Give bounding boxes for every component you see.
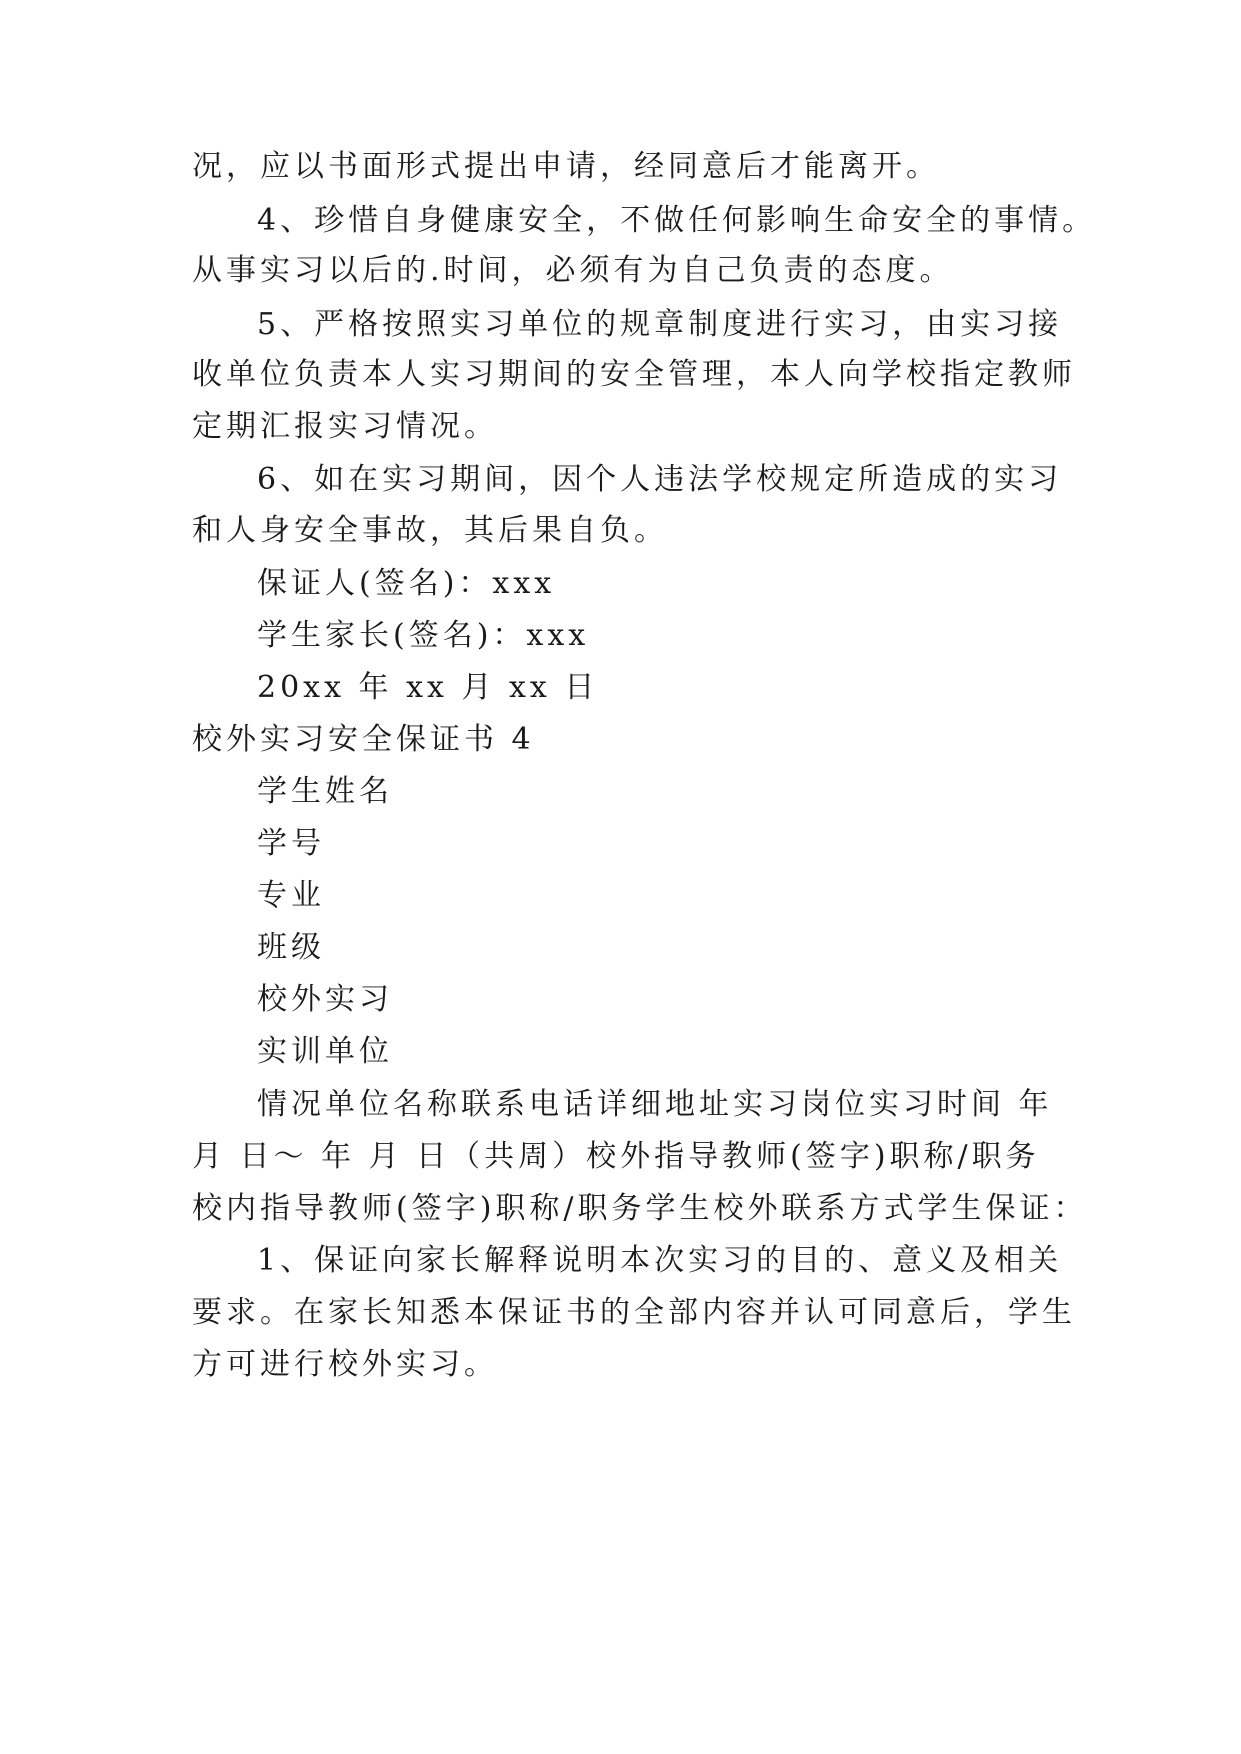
text-line-8: 和人身安全事故，其后果自负。: [192, 513, 668, 548]
text-line-3: 从事实习以后的.时间，必须有为自己负责的态度。: [192, 253, 954, 288]
text-line-24: 方可进行校外实习。: [192, 1347, 498, 1382]
date-line: 20xx 年 xx 月 xx 日: [257, 670, 599, 705]
field-training-unit: 实训单位: [257, 1034, 393, 1069]
field-class: 班级: [257, 930, 325, 965]
text-line-20: 月 日～ 年 月 日（共周）校外指导教师(签字)职称/职务: [192, 1139, 1040, 1174]
field-student-name: 学生姓名: [257, 774, 393, 809]
field-off-campus-internship: 校外实习: [257, 982, 393, 1017]
text-line-6: 定期汇报实习情况。: [192, 409, 498, 444]
field-major: 专业: [257, 878, 325, 913]
text-line-23: 要求。在家长知悉本保证书的全部内容并认可同意后，学生: [192, 1295, 1076, 1330]
text-line-5: 收单位负责本人实习期间的安全管理，本人向学校指定教师: [192, 357, 1076, 392]
text-line-19: 情况单位名称联系电话详细地址实习岗位实习时间 年: [257, 1087, 1053, 1122]
parent-signature-line: 学生家长(签名)：xxx: [257, 618, 590, 653]
section-title: 校外实习安全保证书 4: [192, 722, 535, 757]
text-line-2: 4、珍惜自身健康安全，不做任何影响生命安全的事情。: [257, 203, 1097, 238]
field-student-id: 学号: [257, 826, 325, 861]
text-line-7: 6、如在实习期间，因个人违法学校规定所造成的实习: [257, 462, 1063, 497]
guarantor-signature-line: 保证人(签名)：xxx: [257, 566, 556, 601]
text-line-22: 1、保证向家长解释说明本次实习的目的、意义及相关: [257, 1243, 1063, 1278]
text-line-1: 况，应以书面形式提出申请，经同意后才能离开。: [192, 149, 940, 184]
text-line-21: 校内指导教师(签字)职称/职务学生校外联系方式学生保证：: [192, 1191, 1088, 1226]
text-line-4: 5、严格按照实习单位的规章制度进行实习，由实习接: [257, 307, 1063, 342]
